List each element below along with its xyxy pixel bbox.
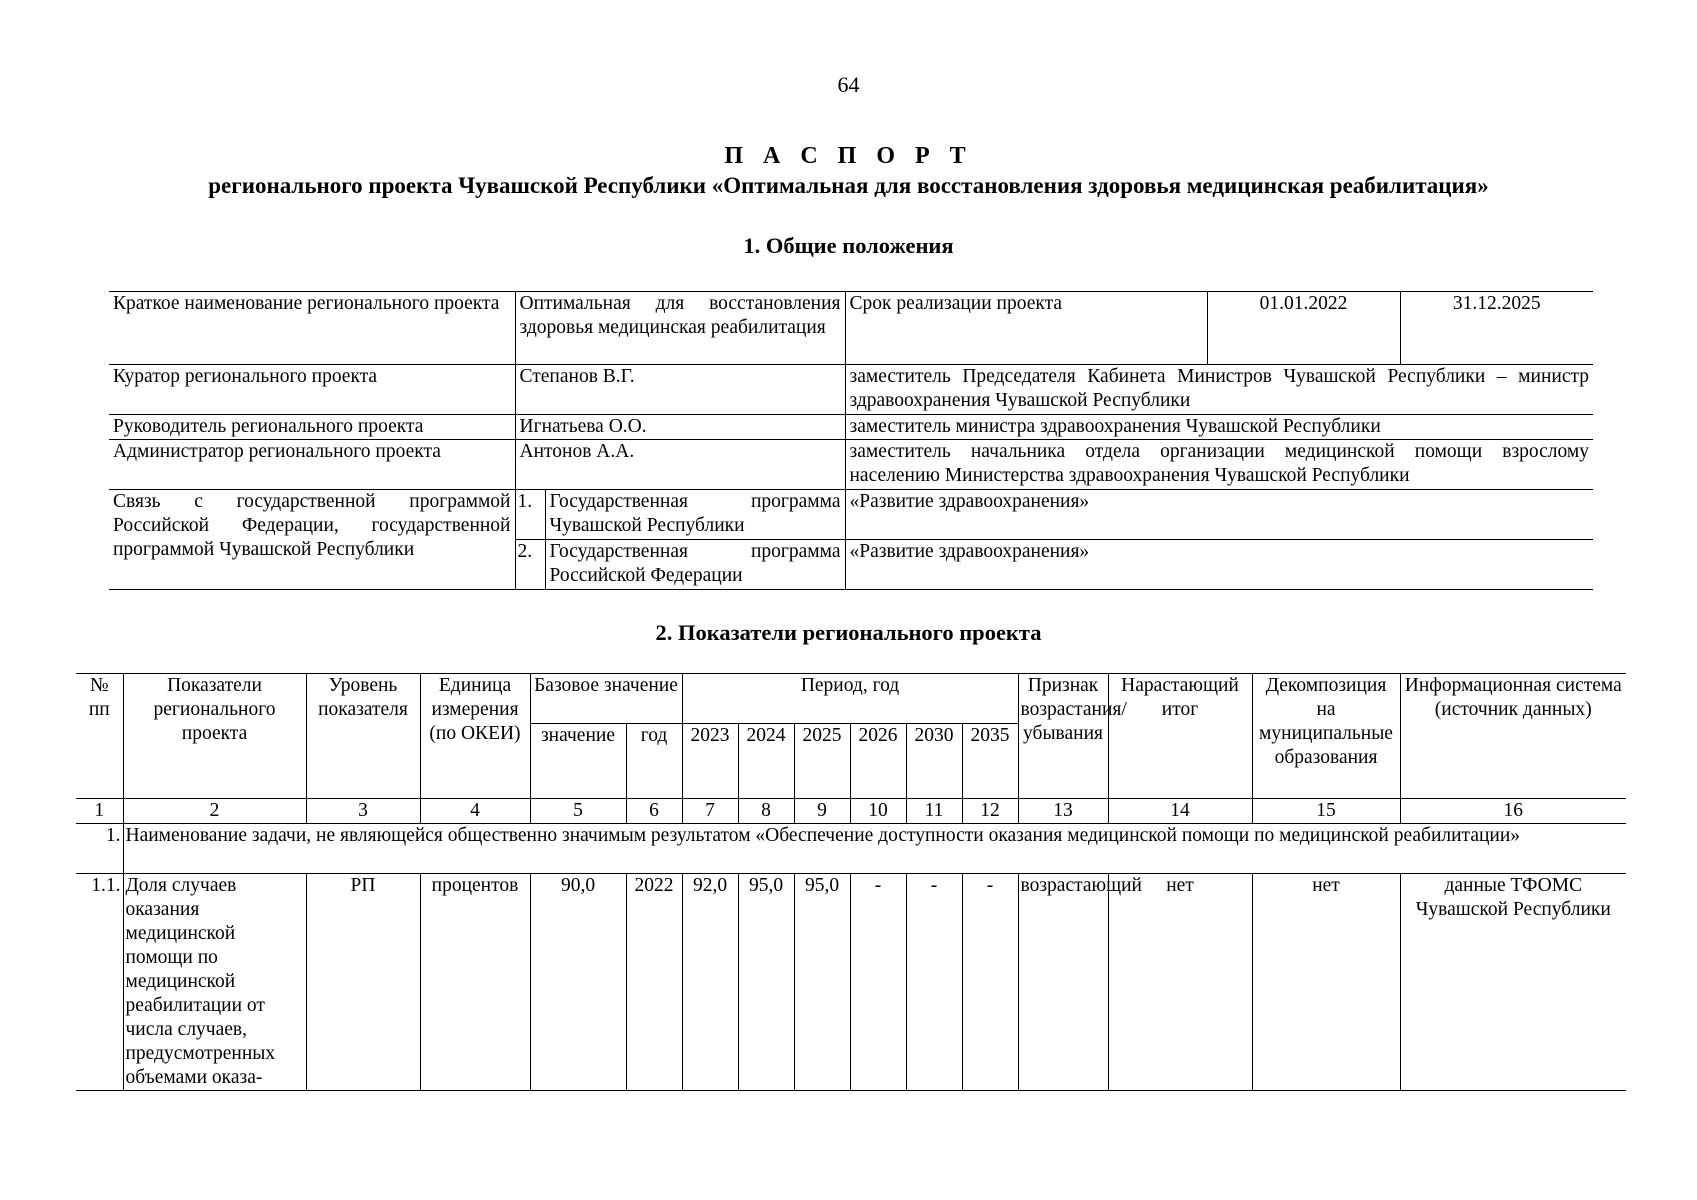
header-base: Базовое значение bbox=[530, 674, 682, 724]
program-2-name: Государственная программа Российской Федерации bbox=[545, 540, 845, 590]
column-number: 13 bbox=[1018, 799, 1108, 824]
header-period: Период, год bbox=[682, 674, 1018, 724]
header-year: 2024 bbox=[738, 724, 794, 799]
end-date: 31.12.2025 bbox=[1400, 292, 1593, 365]
section-2-title: 2. Показатели регионального проекта bbox=[655, 620, 1042, 645]
column-number: 14 bbox=[1108, 799, 1252, 824]
header-year: 2026 bbox=[850, 724, 906, 799]
indicator-unit: процентов bbox=[420, 874, 530, 1091]
header-base-year: год bbox=[626, 724, 682, 799]
head-label: Руководитель регионального проекта bbox=[109, 415, 515, 440]
indicator-name: Доля случаев оказания медицинской помощи по медицинской реабилитации от числа случаев, предусмотренных объемами оказа- bbox=[123, 874, 306, 1091]
program-1-title: «Развитие здравоохранения» bbox=[845, 490, 1593, 540]
start-date: 01.01.2022 bbox=[1207, 292, 1400, 365]
document-subtitle: регионального проекта Чувашской Республики «Оптимальная для восстановления здоровья медицинская реабилитация» bbox=[208, 173, 1489, 198]
column-number: 2 bbox=[123, 799, 306, 824]
column-number: 5 bbox=[530, 799, 626, 824]
header-base-value: значение bbox=[530, 724, 626, 799]
header-decomposition: Декомпозиция на муниципальные образования bbox=[1252, 674, 1400, 799]
indicator-value-2035: - bbox=[962, 874, 1018, 1091]
indicator-level: РП bbox=[306, 874, 420, 1091]
indicator-source: данные ТФОМС Чувашской Республики bbox=[1400, 874, 1626, 1091]
column-number: 16 bbox=[1400, 799, 1626, 824]
column-number: 4 bbox=[420, 799, 530, 824]
indicator-value-2030: - bbox=[906, 874, 962, 1091]
column-number: 9 bbox=[794, 799, 850, 824]
column-number: 6 bbox=[626, 799, 682, 824]
indicator-decomposition: нет bbox=[1252, 874, 1400, 1091]
curator-name: Степанов В.Г. bbox=[515, 365, 845, 415]
table-row bbox=[109, 440, 1593, 490]
program-1-num: 1. bbox=[515, 490, 545, 540]
column-numbers-row bbox=[76, 799, 1626, 824]
curator-position: заместитель Председателя Кабинета Министров Чувашской Республики – министр здравоохранения Чувашской Республики bbox=[845, 365, 1593, 415]
indicator-value-2024: 95,0 bbox=[738, 874, 794, 1091]
document-title: П А С П О Р Т bbox=[724, 143, 973, 169]
column-number: 10 bbox=[850, 799, 906, 824]
column-number: 12 bbox=[962, 799, 1018, 824]
program-link-label: Связь с государственной программой Российской Федерации, государственной программой Чувашской Республики bbox=[109, 490, 515, 590]
column-number: 7 bbox=[682, 799, 738, 824]
table-row bbox=[109, 292, 1593, 365]
table-row bbox=[76, 874, 1626, 1091]
column-number: 8 bbox=[738, 799, 794, 824]
section-1-title: 1. Общие положения bbox=[743, 233, 954, 258]
header-cumulative: Нарастающий итог bbox=[1108, 674, 1252, 799]
head-position: заместитель министра здравоохранения Чувашской Республики bbox=[845, 415, 1593, 440]
indicator-base-year: 2022 bbox=[626, 874, 682, 1091]
indicator-trend: возрастающий bbox=[1018, 874, 1108, 1091]
task-row bbox=[76, 824, 1626, 874]
header-info-system: Информационная система (источник данных) bbox=[1400, 674, 1626, 799]
short-name-label: Краткое наименование регионального проекта bbox=[109, 292, 515, 365]
indicators-table bbox=[76, 673, 1626, 1091]
indicator-base-value: 90,0 bbox=[530, 874, 626, 1091]
short-name-value: Оптимальная для восстановления здоровья медицинская реабилитация bbox=[515, 292, 845, 365]
task-num: 1. bbox=[76, 824, 123, 874]
admin-name: Антонов А.А. bbox=[515, 440, 845, 490]
table-row bbox=[109, 365, 1593, 415]
header-num: № пп bbox=[76, 674, 123, 799]
table-row bbox=[109, 490, 1593, 540]
program-2-title: «Развитие здравоохранения» bbox=[845, 540, 1593, 590]
header-year: 2025 bbox=[794, 724, 850, 799]
header-year: 2035 bbox=[962, 724, 1018, 799]
indicator-value-2025: 95,0 bbox=[794, 874, 850, 1091]
head-name: Игнатьева О.О. bbox=[515, 415, 845, 440]
table-row bbox=[109, 415, 1593, 440]
column-number: 15 bbox=[1252, 799, 1400, 824]
program-1-name: Государственная программа Чувашской Республики bbox=[545, 490, 845, 540]
indicator-value-2026: - bbox=[850, 874, 906, 1091]
admin-label: Администратор регионального проекта bbox=[109, 440, 515, 490]
header-level: Уровень показателя bbox=[306, 674, 420, 799]
column-number: 3 bbox=[306, 799, 420, 824]
term-label: Срок реализации проекта bbox=[845, 292, 1207, 365]
header-trend: Признак возрастания/ убывания bbox=[1018, 674, 1108, 799]
header-indicator: Показатели регионального проекта bbox=[123, 674, 306, 799]
task-text: Наименование задачи, не являющейся общественно значимым результатом «Обеспечение доступности оказания медицинской помощи по медицинской реабилитации» bbox=[123, 824, 1626, 874]
indicator-cumulative: нет bbox=[1108, 874, 1252, 1091]
page-number: 64 bbox=[837, 72, 860, 97]
header-year: 2030 bbox=[906, 724, 962, 799]
indicator-num: 1.1. bbox=[76, 874, 123, 1091]
header-unit: Единица измерения (по ОКЕИ) bbox=[420, 674, 530, 799]
header-row bbox=[76, 674, 1626, 724]
column-number: 11 bbox=[906, 799, 962, 824]
program-2-num: 2. bbox=[515, 540, 545, 590]
curator-label: Куратор регионального проекта bbox=[109, 365, 515, 415]
admin-position: заместитель начальника отдела организации медицинской помощи взрослому населению Министерства здравоохранения Чувашской Республики bbox=[845, 440, 1593, 490]
indicator-value-2023: 92,0 bbox=[682, 874, 738, 1091]
header-year: 2023 bbox=[682, 724, 738, 799]
column-number: 1 bbox=[76, 799, 123, 824]
general-provisions-table bbox=[109, 291, 1593, 590]
